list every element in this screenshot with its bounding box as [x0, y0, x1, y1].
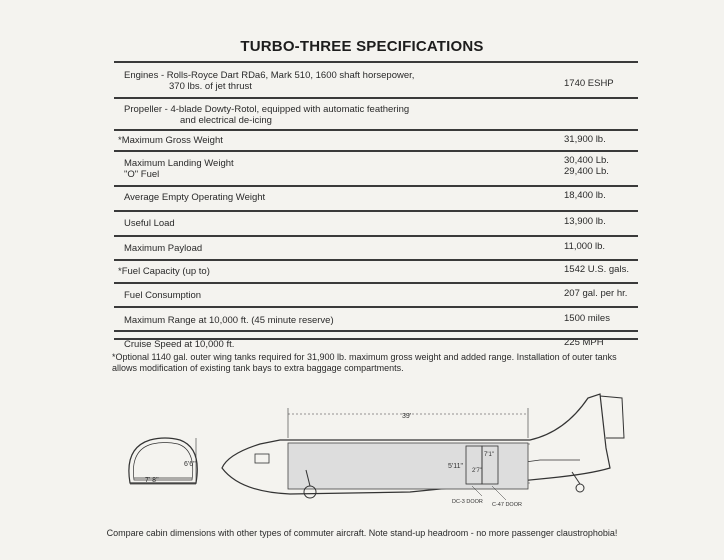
spec-value: 207 gal. per hr. — [564, 288, 628, 299]
spec-table — [114, 61, 638, 352]
aircraft-cabin-diagram — [110, 388, 650, 508]
spec-row-cruise-speed — [114, 330, 638, 352]
dc3-door-label: DC-3 DOOR — [452, 499, 483, 505]
spec-value: 225 MPH — [564, 337, 604, 348]
spec-value: 11,000 lb. — [564, 241, 606, 252]
cockpit-window — [255, 454, 269, 463]
spec-label: Average Empty Operating Weight — [124, 192, 266, 203]
spec-row-empty-weight — [114, 185, 638, 210]
spec-row-max-payload — [114, 235, 638, 259]
spec-value: 1740 ESHP — [564, 78, 614, 89]
spec-value: 1542 U.S. gals. — [564, 264, 629, 275]
spec-row-max-landing-weight — [114, 150, 638, 185]
cabin-height-label: 6'6" — [184, 461, 196, 468]
spec-value: 13,900 lb. — [564, 216, 606, 227]
spec-label: *Fuel Capacity (up to) — [118, 266, 210, 277]
spec-label: *Maximum Gross Weight — [118, 135, 223, 146]
spec-row-fuel-capacity — [114, 259, 638, 282]
spec-label: and electrical de-icing — [180, 115, 272, 126]
spec-row-useful-load — [114, 210, 638, 235]
footnote: *Optional 1140 gal. outer wing tanks required for 31,900 lb. maximum gross weight and added range. Installation of outer tanks allows modification of existing tank bays to extra baggage compartments. — [112, 352, 617, 373]
c47-door-label: C-47 DOOR — [492, 502, 522, 508]
spec-row-fuel-consumption — [114, 282, 638, 306]
spec-label: Maximum Payload — [124, 243, 203, 254]
door-width-a-label: 7'1" — [484, 452, 494, 458]
spec-value: 30,400 Lb. — [564, 155, 609, 166]
spec-label: Maximum Landing Weight — [124, 158, 234, 169]
page-title: TURBO-THREE SPECIFICATIONS — [240, 38, 484, 55]
spec-label: Propeller - 4-blade Dowty-Rotol, equipped with automatic feathering — [124, 104, 410, 115]
spec-label: Fuel Consumption — [124, 290, 202, 301]
spec-value: 31,900 lb. — [564, 134, 606, 145]
spec-label: Cruise Speed at 10,000 ft. — [124, 339, 235, 350]
spec-label: "O" Fuel — [124, 169, 160, 180]
spec-value: 1500 miles — [564, 313, 610, 324]
door-width-b-label: 2'7" — [472, 468, 482, 474]
spec-row-engines — [114, 61, 638, 97]
cabin-width-label: 7' 8" — [145, 477, 159, 484]
caption: Compare cabin dimensions with other types of commuter aircraft. Note stand-up headroom - no more passenger claustrophobia! — [106, 528, 618, 538]
spec-row-max-range — [114, 306, 638, 330]
spec-label: Maximum Range at 10,000 ft. (45 minute reserve) — [124, 315, 334, 326]
spec-value: 18,400 lb. — [564, 190, 606, 201]
spec-label: Useful Load — [124, 218, 175, 229]
spec-label: Engines - Rolls-Royce Dart RDa6, Mark 510, 1600 shaft horsepower, — [124, 70, 415, 81]
spec-row-max-gross-weight — [114, 129, 638, 150]
door-height-label: 5'11" — [448, 463, 463, 470]
spec-value: 29,400 Lb. — [564, 166, 609, 177]
cabin-length-label: 39' — [402, 413, 412, 420]
table-bottom-rule — [114, 338, 638, 340]
spec-row-propeller — [114, 97, 638, 129]
spec-label: 370 lbs. of jet thrust — [169, 81, 252, 92]
cabin-area — [288, 443, 528, 489]
